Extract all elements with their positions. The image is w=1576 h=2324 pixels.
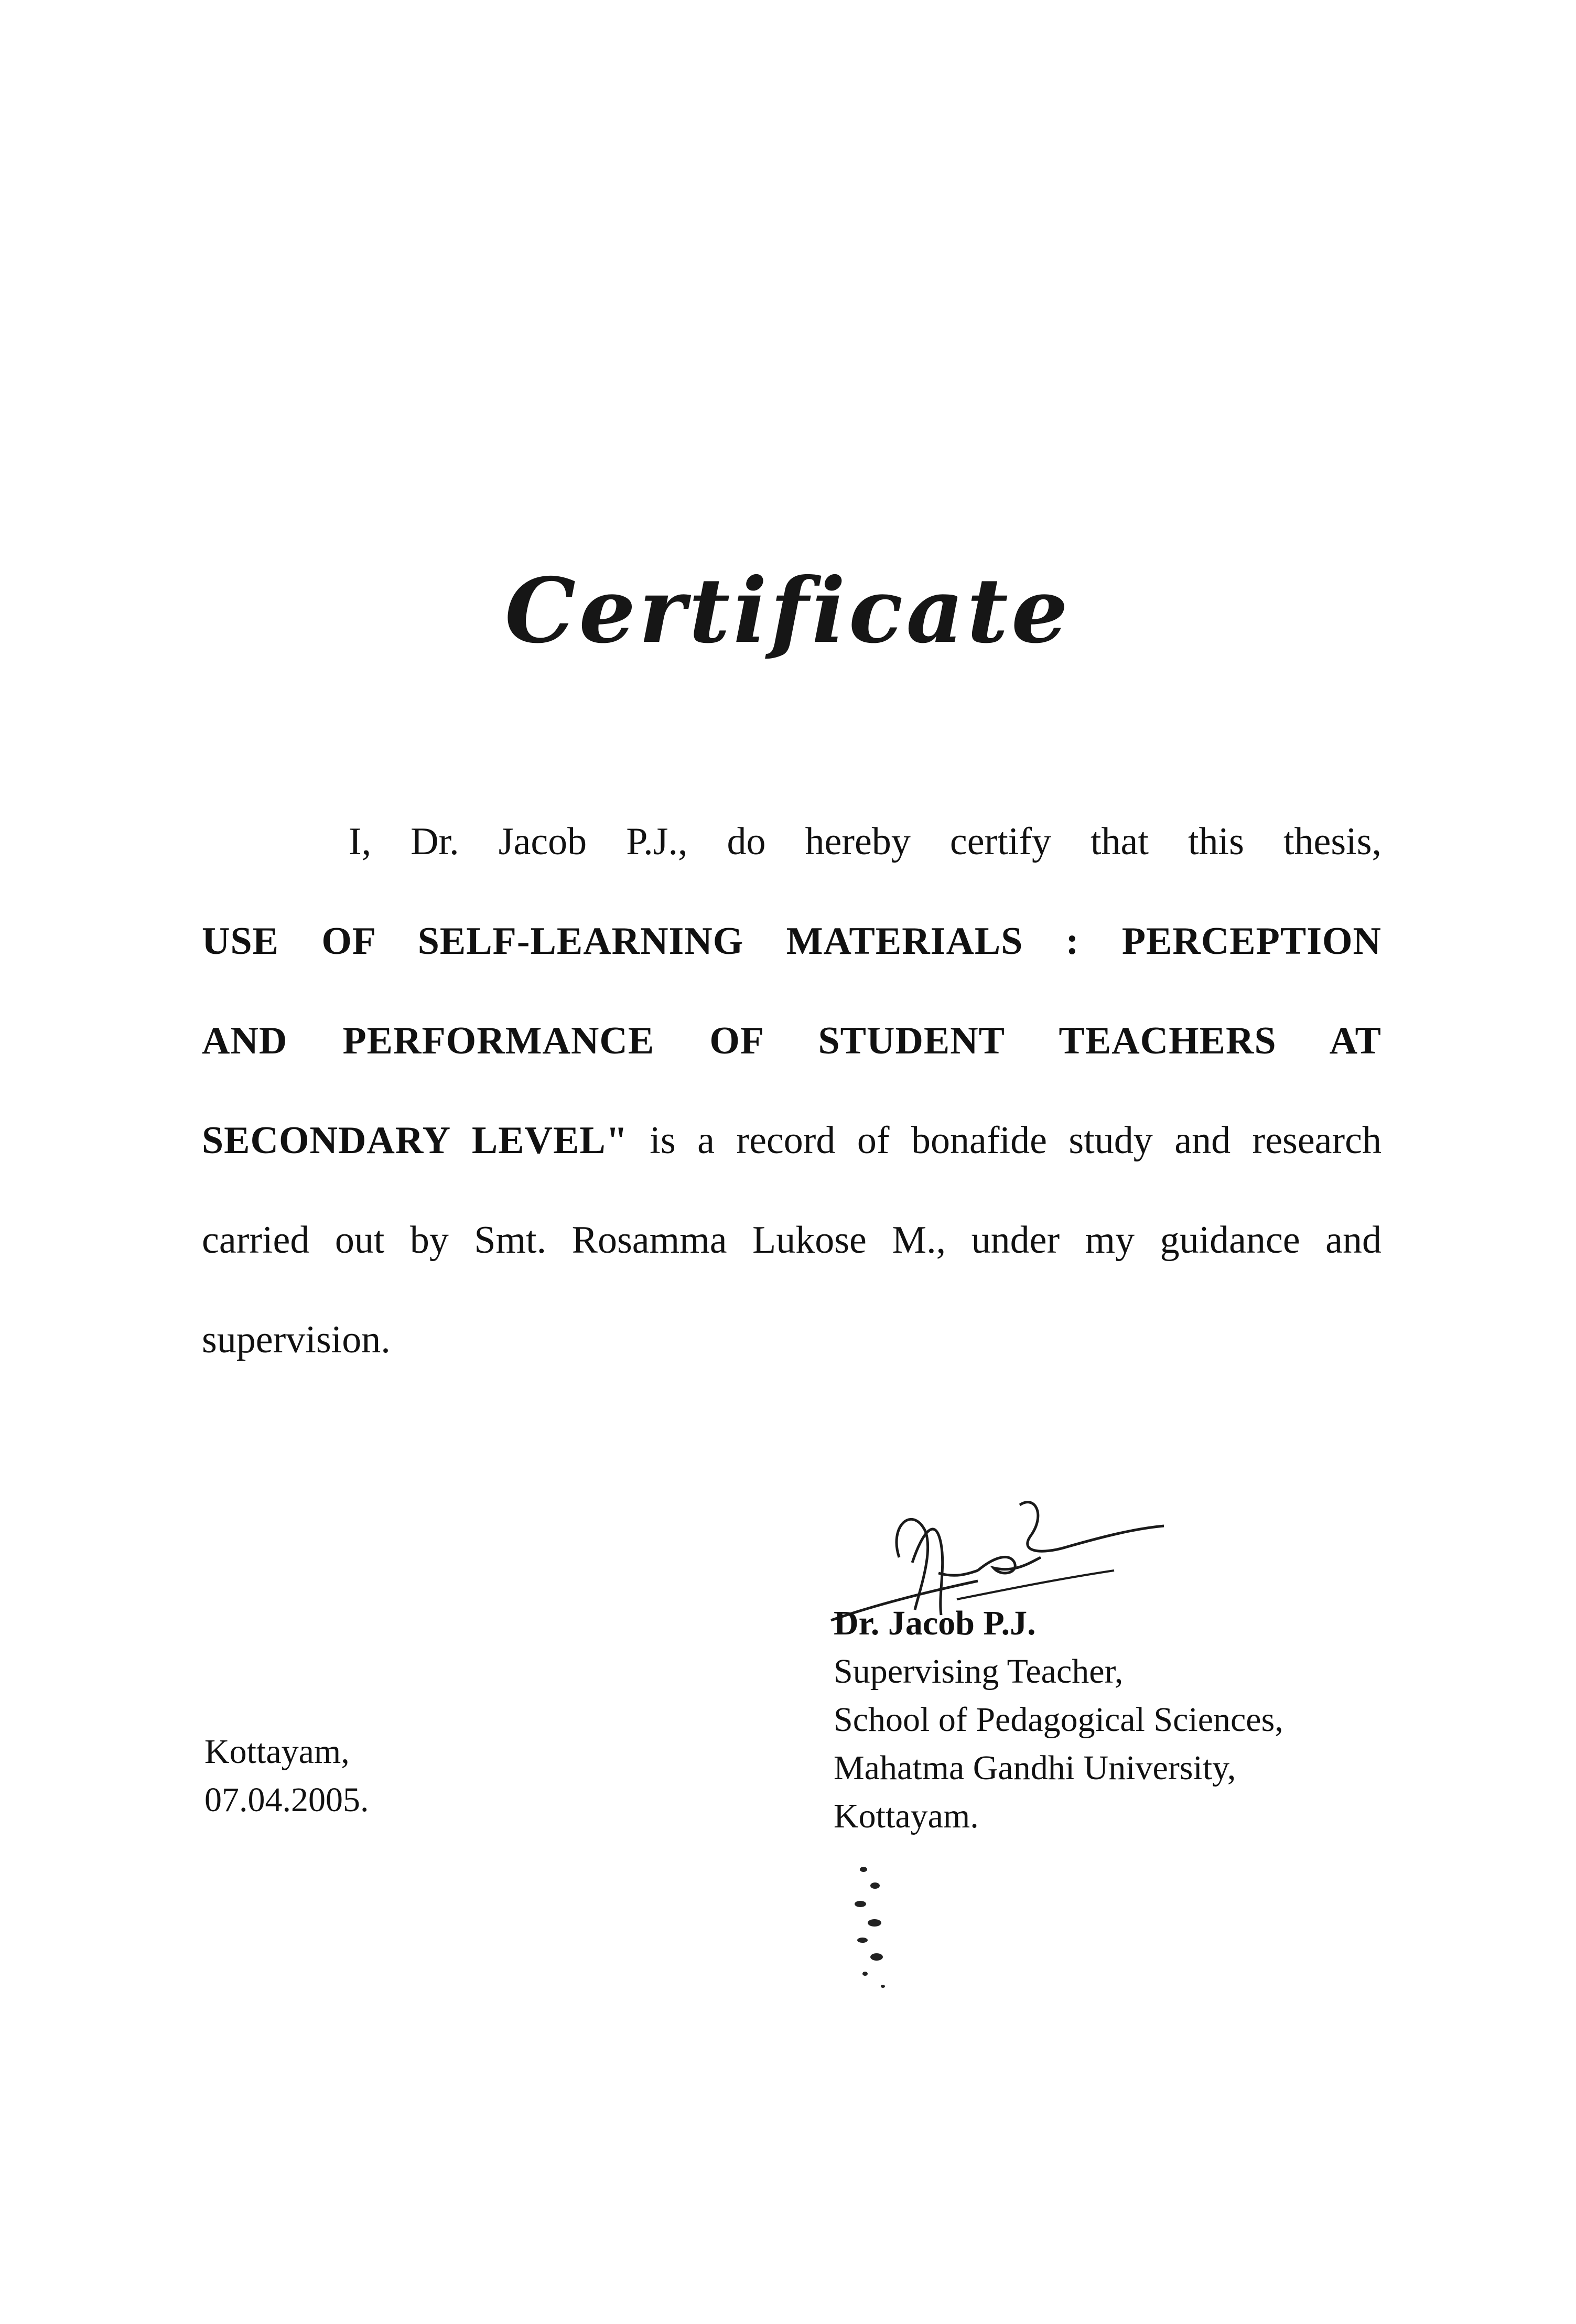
body-line-1: I, Dr. Jacob P.J., do hereby certify that this thesis, — [349, 820, 1381, 863]
body-line-4 — [202, 1091, 1381, 1190]
body-line-4-rest: is a record of bonafide study and research — [628, 1119, 1382, 1162]
signatory-university: Mahatma Gandhi University, — [834, 1749, 1236, 1787]
signatory-department: School of Pedagogical Sciences, — [834, 1701, 1283, 1739]
signatory-block — [834, 1599, 1283, 1841]
date: 07.04.2005. — [204, 1781, 369, 1819]
signatory-designation: Supervising Teacher, — [834, 1652, 1124, 1691]
body-line-6: supervision. — [202, 1318, 391, 1361]
signatory-city: Kottayam. — [834, 1797, 979, 1835]
stamp-residue — [839, 1862, 902, 1998]
body-line-5: carried out by Smt. Rosamma Lukose M., under my guidance and — [202, 1219, 1381, 1262]
place: Kottayam, — [204, 1733, 350, 1771]
certificate-title: Certificate — [504, 558, 1072, 663]
certificate-body — [202, 792, 1381, 1390]
thesis-title-line-2: AND PERFORMANCE OF STUDENT TEACHERS AT — [202, 1019, 1381, 1062]
thesis-title-line-3: SECONDARY LEVEL" — [202, 1119, 628, 1162]
place-date-block — [204, 1728, 369, 1824]
signatory-name: Dr. Jacob P.J. — [834, 1604, 1036, 1642]
thesis-title-line-1: USE OF SELF-LEARNING MATERIALS : PERCEPTION — [202, 920, 1381, 963]
